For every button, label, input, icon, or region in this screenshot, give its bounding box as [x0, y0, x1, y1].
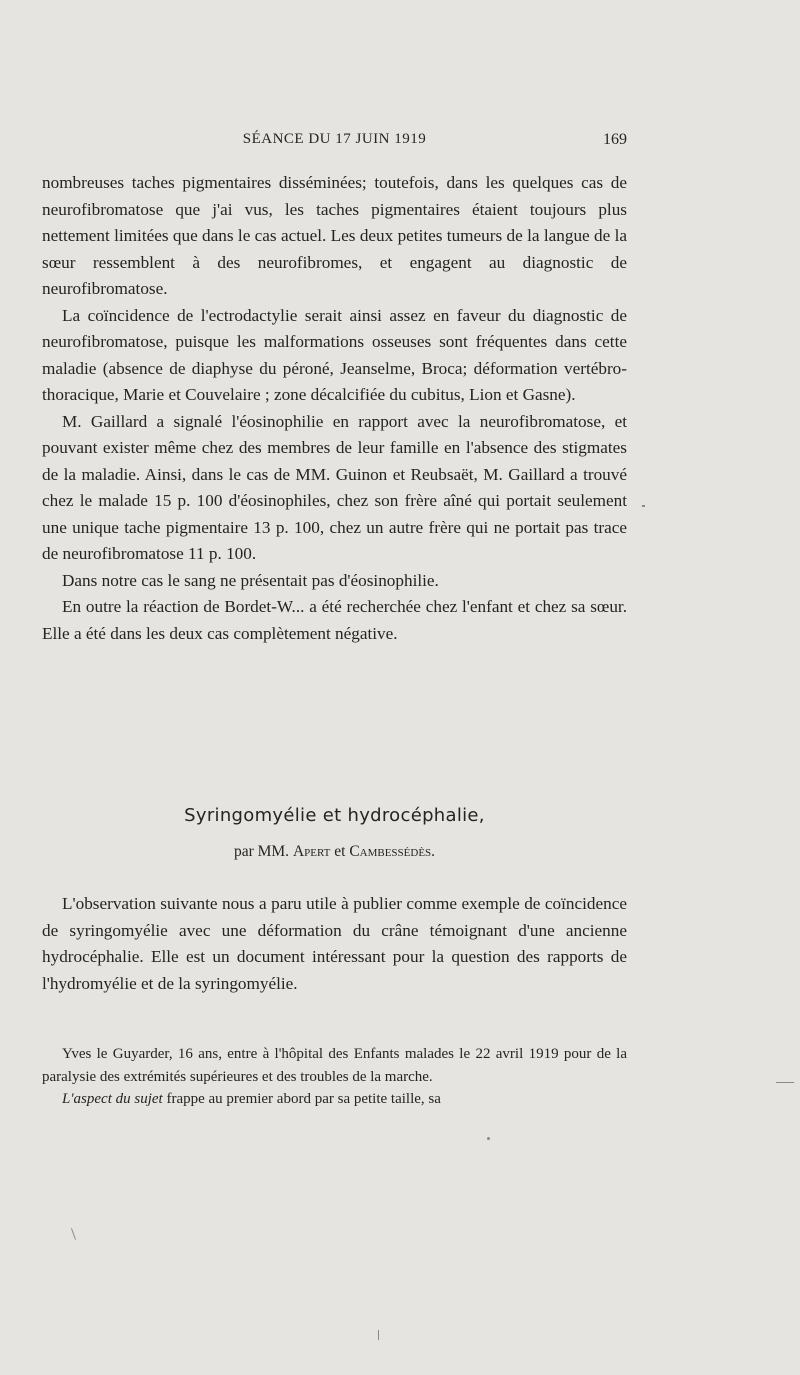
- italic-phrase: L'aspect du sujet: [62, 1091, 163, 1107]
- byline-conjunction: et: [334, 843, 346, 860]
- paragraph: Yves le Guyarder, 16 ans, entre à l'hôpital des Enfants malades le 22 avril 1919 pour de la paralysie des extrémités supérieures et des troubles de la marche.: [42, 1046, 627, 1085]
- paragraph: La coïncidence de l'ectrodactylie serait ainsi assez en faveur du diagnostic de neurofibromatose, puisque les malformations osseuses sont fréquentes dans cette maladie (absence de diaphyse du péroné, Jeanselme, Broca; déformation vertébro-thoracique, Marie et Couvelaire ; zone décalcifiée du cubitus, Lion et Gasne).: [42, 305, 627, 404]
- article-byline: [42, 843, 627, 861]
- scan-speck: [642, 505, 645, 507]
- paragraph: [42, 1088, 627, 1111]
- article-title: Syringomyélie et hydrocéphalie,: [184, 805, 485, 826]
- byline-prefix: par MM.: [233, 843, 290, 860]
- paragraph: Dans notre cas le sang ne présentait pas d'éosinophilie.: [62, 570, 439, 590]
- author-name: Apert: [292, 843, 331, 860]
- scan-speck: [378, 1330, 379, 1340]
- case-report: [42, 1043, 627, 1111]
- article-intro: [42, 891, 627, 997]
- scan-speck: [71, 1228, 76, 1240]
- paragraph: En outre la réaction de Bordet-W... a été recherchée chez l'enfant et chez sa sœur. Elle a été dans les deux cas complètement négative.: [42, 597, 627, 643]
- author-name: Cambessédès.: [349, 843, 436, 860]
- scan-speck: [487, 1137, 490, 1140]
- page-number: 169: [603, 131, 627, 148]
- paragraph-text: frappe au premier abord par sa petite taille, sa: [162, 1091, 441, 1107]
- paragraph: nombreuses taches pigmentaires disséminées; toutefois, dans les quelques cas de neurofibromatose que j'ai vus, les taches pigmentaires étaient toujours plus nettement limitées que dans le cas actuel. Les deux petites tumeurs de la langue de la sœur ressemblent à des neurofibromes, et engagent au diagnostic de neurofibromatose.: [42, 173, 627, 298]
- page-header: [42, 131, 627, 155]
- paragraph: L'observation suivante nous a paru utile à publier comme exemple de coïncidence de syringomyélie avec une déformation du crâne témoignant d'une ancienne hydrocéphalie. Elle est un document intéressant pour la question des rapports de l'hydromyélie et de la syringomyélie.: [42, 894, 627, 993]
- running-title: SÉANCE DU 17 JUIN 1919: [242, 131, 427, 147]
- previous-article-continuation: [42, 170, 627, 647]
- paragraph: M. Gaillard a signalé l'éosinophilie en rapport avec la neurofibromatose, et pouvant exister même chez des membres de leur famille en l'absence des stigmates de la maladie. Ainsi, dans le cas de MM. Guinon et Reubsaët, M. Gaillard a trouvé chez le malade 15 p. 100 d'éosinophiles, chez son frère aîné qui portait seulement une unique tache pigmentaire 13 p. 100, chez un autre frère qui ne portait pas trace de neurofibromatose 11 p. 100.: [42, 411, 627, 563]
- scan-speck: [776, 1082, 794, 1083]
